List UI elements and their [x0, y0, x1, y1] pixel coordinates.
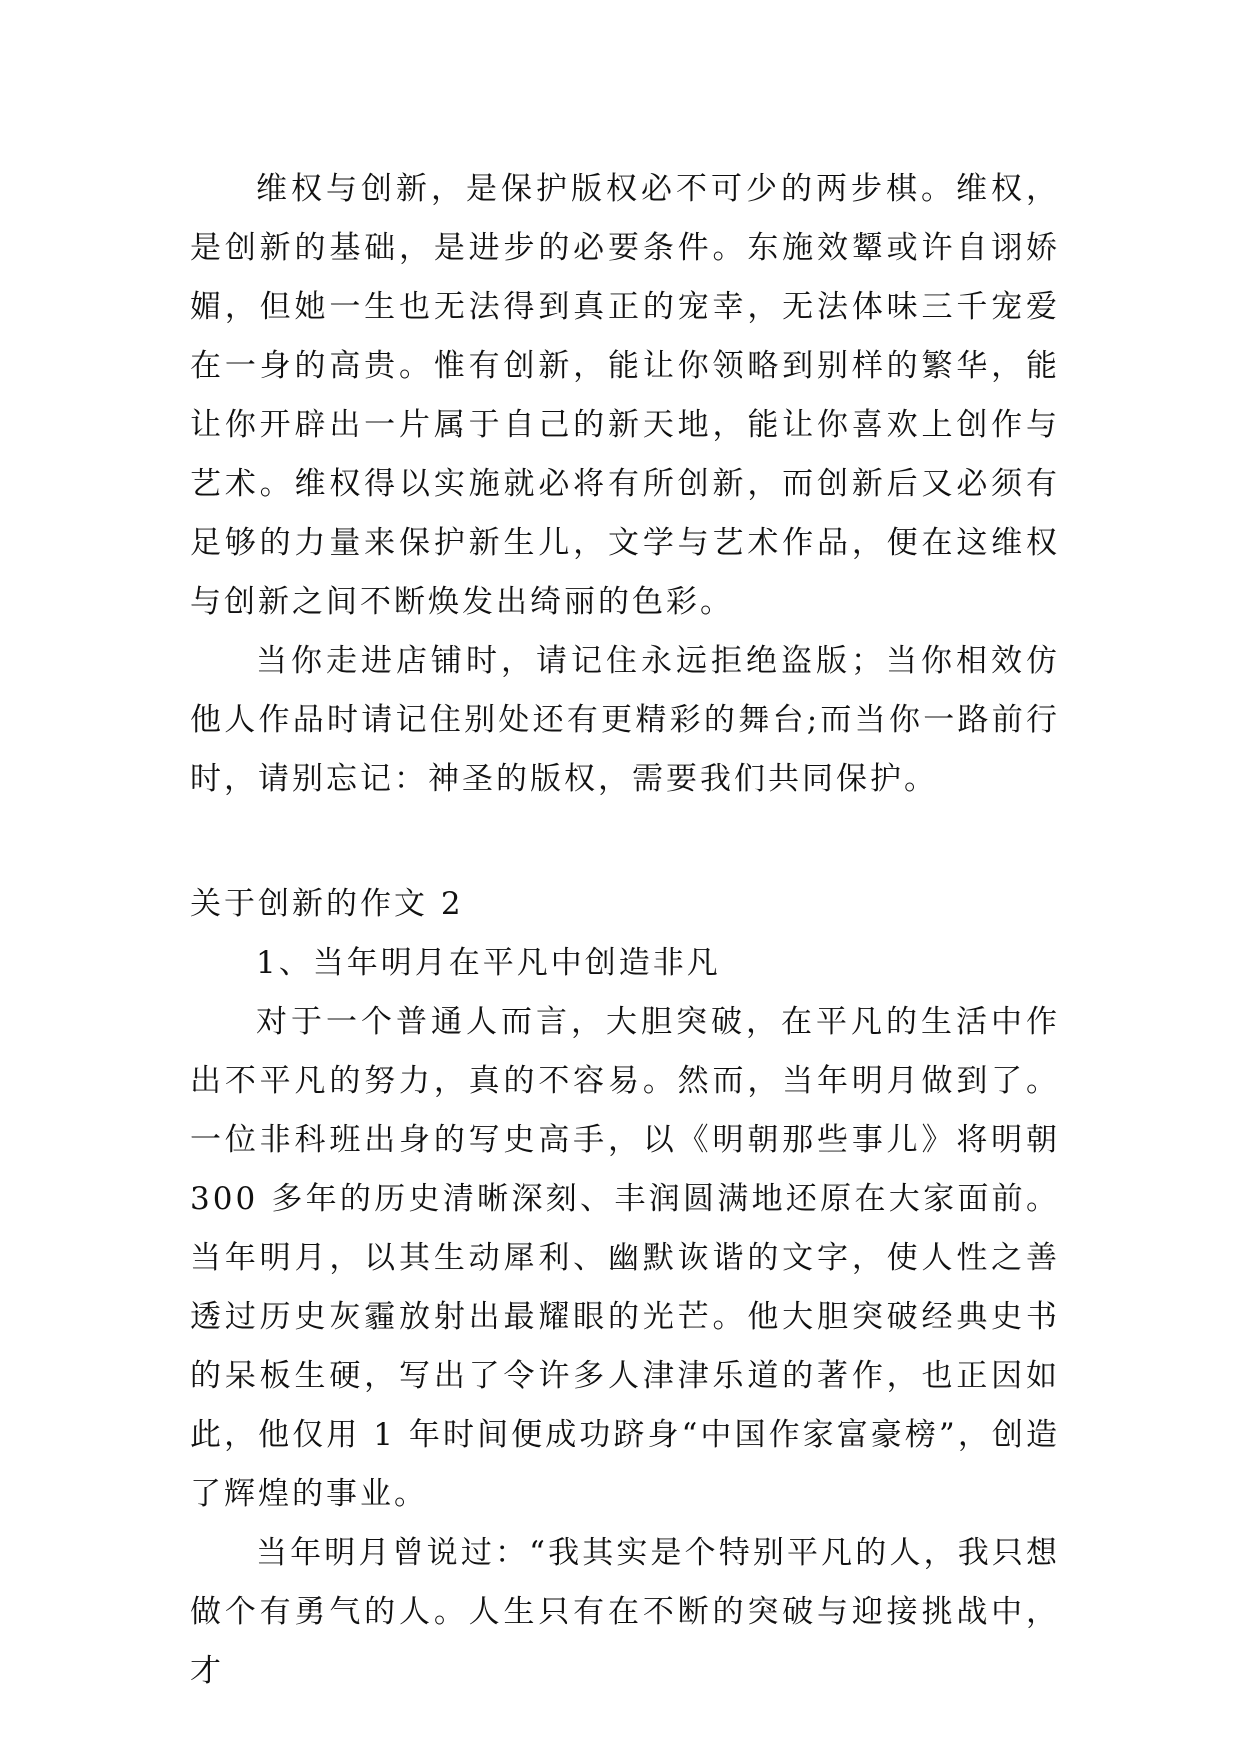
body-paragraph: 当年明月曾说过：“我其实是个特别平凡的人，我只想做个有勇气的人。人生只有在不断的突破与迎接挑战中，才: [190, 1535, 1060, 1689]
subheading: 1、当年明月在平凡中创造非凡: [256, 945, 721, 981]
body-paragraph: 对于一个普通人而言，大胆突破，在平凡的生活中作出不平凡的努力，真的不容易。然而，当年明月做到了。一位非科班出身的写史高手，以《明朝那些事儿》将明朝 300 多年的历史清晰深刻、丰润圆满地还原在大家面前。当年明月，以其生动犀利、幽默诙谐的文字，使人性之善透过历史灰霾放射出最耀眼的光芒。他大胆突破经典史书的呆板生硬，写出了令许多人津津乐道的著作，也正因如此，他仅用 1 年时间便成功跻身“中国作家富豪榜”，创造了辉煌的事业。: [190, 1004, 1060, 1512]
body-paragraph: 维权与创新，是保护版权必不可少的两步棋。维权，是创新的基础，是进步的必要条件。东施效颦或许自诩娇媚，但她一生也无法得到真正的宠幸，无法体味三千宠爱在一身的高贵。惟有创新，能让你领略到别样的繁华，能让你开辟出一片属于自己的新天地，能让你喜欢上创作与艺术。维权得以实施就必将有所创新，而创新后又必须有足够的力量来保护新生儿，文学与艺术作品，便在这维权与创新之间不断焕发出绮丽的色彩。: [190, 171, 1060, 620]
section-title: 关于创新的作文 2: [190, 886, 464, 922]
body-paragraph: 当你走进店铺时，请记住永远拒绝盗版；当你相效仿他人作品时请记住别处还有更精彩的舞台;而当你一路前行时，请别忘记：神圣的版权，需要我们共同保护。: [190, 643, 1060, 797]
document-page: [190, 160, 1060, 1701]
